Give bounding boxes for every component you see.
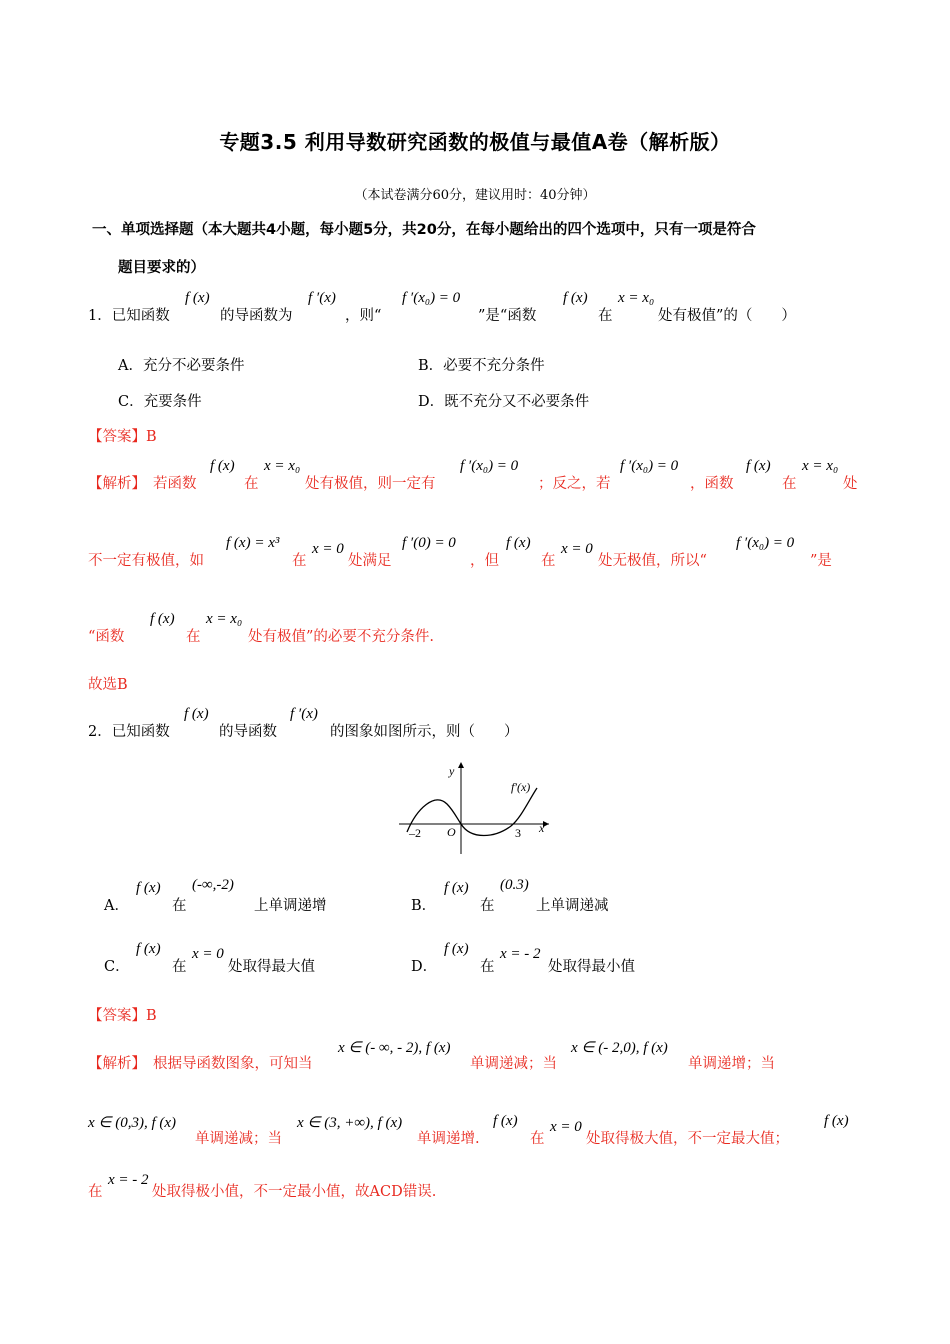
q2-analysis-m1: x ∈ (- ∞, - 2), f (x) — [338, 1040, 451, 1056]
graph-origin-label: O — [447, 825, 456, 839]
q2-option-c-t2: 处取得最大值 — [228, 959, 315, 975]
q1-text-3: ，则“ — [345, 308, 382, 324]
q2-option-d-label: D． — [411, 959, 438, 975]
graph-x-label: x — [539, 821, 545, 835]
q2-analysis-m3: x ∈ (0,3), f (x) — [88, 1115, 177, 1131]
q2-analysis-t6: 在 — [530, 1131, 545, 1147]
q1-analysis-t12: 在 — [541, 553, 556, 569]
q2-analysis-t5: 单调递增. — [417, 1131, 480, 1147]
q1-analysis-t17: 处有极值”的必要不充分条件. — [248, 629, 435, 645]
q1-analysis-t5: ，函数 — [690, 476, 734, 492]
q2-option-b-label: B． — [411, 898, 437, 914]
q2-option-d-t1: 在 — [480, 959, 495, 975]
q1-analysis-m9: f ′(0) = 0 — [402, 535, 456, 551]
q1-analysis-m14: x = x₀ — [206, 611, 243, 627]
q2-analysis-m6: x = 0 — [550, 1119, 582, 1135]
q2-math-fx: f (x) — [184, 706, 209, 722]
q2-analysis-m7: f (x) — [824, 1113, 849, 1129]
q2-option-c-label: C． — [104, 959, 130, 975]
q2-analysis-t9: 处取得极小值，不一定最小值，故ACD错误. — [152, 1184, 437, 1200]
q2-option-b-t1: 在 — [480, 898, 495, 914]
q2-option-c-m1: f (x) — [136, 941, 161, 957]
q1-text-2: 的导函数为 — [220, 308, 293, 324]
page-subtitle: （本试卷满分60分，建议用时：40分钟） — [354, 188, 596, 203]
q2-text-1: 2．已知函数 — [88, 724, 170, 740]
q1-analysis-t9: 在 — [292, 553, 307, 569]
q2-text-3: 的图象如图所示，则（ ） — [330, 724, 519, 740]
q2-option-a-label: A． — [104, 898, 129, 914]
graph-tick-3: 3 — [515, 826, 521, 840]
q1-analysis-t10: 处满足 — [348, 553, 392, 569]
q1-math-fpx: f ′(x) — [308, 290, 336, 306]
q1-analysis-m2: x = x₀ — [264, 458, 301, 474]
q1-answer: 【答案】B — [88, 429, 157, 445]
q1-analysis-t11: ，但 — [470, 553, 499, 569]
q1-math-fx: f (x) — [185, 290, 210, 306]
q2-analysis-m5: f (x) — [493, 1113, 518, 1129]
page-title: 专题3.5 利用导数研究函数的极值与最值A卷（解析版） — [219, 130, 731, 154]
section-heading-line1: 一、单项选择题（本大题共4小题，每小题5分，共20分，在每小题给出的四个选项中，只有一项是符合 — [92, 222, 756, 238]
q1-analysis-t16: 在 — [186, 629, 201, 645]
q1-analysis-t2: 在 — [244, 476, 259, 492]
q1-text-4: ”是“函数 — [478, 308, 537, 324]
q1-analysis-m1: f (x) — [210, 458, 235, 474]
q1-option-d: D．既不充分又不必要条件 — [418, 394, 590, 410]
q2-analysis-t1: 根据导函数图象，可知当 — [153, 1056, 313, 1072]
q2-option-b-m1: f (x) — [444, 880, 469, 896]
derivative-graph — [395, 758, 555, 858]
q1-option-b: B．必要不充分条件 — [418, 358, 545, 374]
q1-option-a: A．充分不必要条件 — [118, 358, 245, 374]
q2-option-a-m2: (-∞,-2) — [192, 877, 234, 893]
q2-analysis-t7: 处取得极大值，不一定最大值； — [586, 1131, 789, 1147]
q1-analysis-m7: f (x) = x³ — [226, 535, 280, 551]
q1-analysis-t7: 处 — [843, 476, 858, 492]
y-axis-arrow — [458, 762, 464, 768]
q1-math-fpx0: f ′(x₀) = 0 — [402, 290, 461, 306]
q1-analysis-m6: x = x₀ — [802, 458, 839, 474]
q1-analysis-t6: 在 — [782, 476, 797, 492]
q1-analysis-m10: f (x) — [506, 535, 531, 551]
q1-conclusion: 故选B — [88, 677, 128, 693]
q1-analysis-label: 【解析】 — [88, 476, 146, 492]
q1-analysis-m4: f ′(x₀) = 0 — [620, 458, 679, 474]
q2-analysis-t3: 单调递增；当 — [688, 1056, 775, 1072]
q1-text-1: 1．已知函数 — [88, 308, 170, 324]
q2-analysis-m8: x = - 2 — [108, 1172, 149, 1188]
q2-option-d-m1: f (x) — [444, 941, 469, 957]
q2-answer: 【答案】B — [88, 1008, 157, 1024]
q2-option-c-t1: 在 — [172, 959, 187, 975]
q2-option-d-m2: x = - 2 — [500, 946, 541, 962]
q1-analysis-t15: “函数 — [88, 629, 125, 645]
q1-option-c: C．充要条件 — [118, 394, 202, 410]
graph-curve-label: f′(x) — [511, 780, 531, 794]
graph-y-label: y — [449, 764, 455, 778]
graph-tick-neg2: –2 — [409, 826, 421, 840]
q1-analysis-t8: 不一定有极值，如 — [88, 553, 204, 569]
q1-analysis-m3: f ′(x₀) = 0 — [460, 458, 519, 474]
q2-option-b-t2: 上单调递减 — [536, 898, 609, 914]
q1-analysis-m8: x = 0 — [312, 541, 344, 557]
q2-option-c-m2: x = 0 — [192, 946, 224, 962]
q2-option-a-t2: 上单调递增 — [254, 898, 327, 914]
q2-analysis-t4: 单调递减；当 — [195, 1131, 282, 1147]
q1-math-fx-2: f (x) — [563, 290, 588, 306]
q1-analysis-t13: 处无极值，所以“ — [598, 553, 707, 569]
q2-text-2: 的导函数 — [219, 724, 277, 740]
q1-text-6: 处有极值”的（ ） — [658, 308, 796, 324]
q2-analysis-m2: x ∈ (- 2,0), f (x) — [571, 1040, 668, 1056]
q2-option-a-t1: 在 — [172, 898, 187, 914]
q1-analysis-t3: 处有极值，则一定有 — [305, 476, 436, 492]
q1-analysis-t14: ”是 — [810, 553, 832, 569]
q2-math-fpx: f ′(x) — [290, 706, 318, 722]
q1-analysis-t1: 若函数 — [153, 476, 197, 492]
q2-analysis-m4: x ∈ (3, +∞), f (x) — [297, 1115, 403, 1131]
q2-option-d-t2: 处取得最小值 — [548, 959, 635, 975]
q2-analysis-t2: 单调递减；当 — [470, 1056, 557, 1072]
q1-math-xx0: x = x₀ — [618, 290, 655, 306]
q1-analysis-m5: f (x) — [746, 458, 771, 474]
q2-option-a-m1: f (x) — [136, 880, 161, 896]
q1-text-5: 在 — [598, 308, 613, 324]
q1-analysis-m12: f ′(x₀) = 0 — [736, 535, 795, 551]
q1-analysis-m11: x = 0 — [561, 541, 593, 557]
q1-analysis-m13: f (x) — [150, 611, 175, 627]
q2-analysis-t8: 在 — [88, 1184, 103, 1200]
q1-analysis-t4: ；反之，若 — [538, 476, 611, 492]
q2-analysis-label: 【解析】 — [88, 1056, 146, 1072]
section-heading-line2: 题目要求的） — [118, 260, 205, 276]
q2-option-b-m2: (0.3) — [500, 877, 529, 893]
